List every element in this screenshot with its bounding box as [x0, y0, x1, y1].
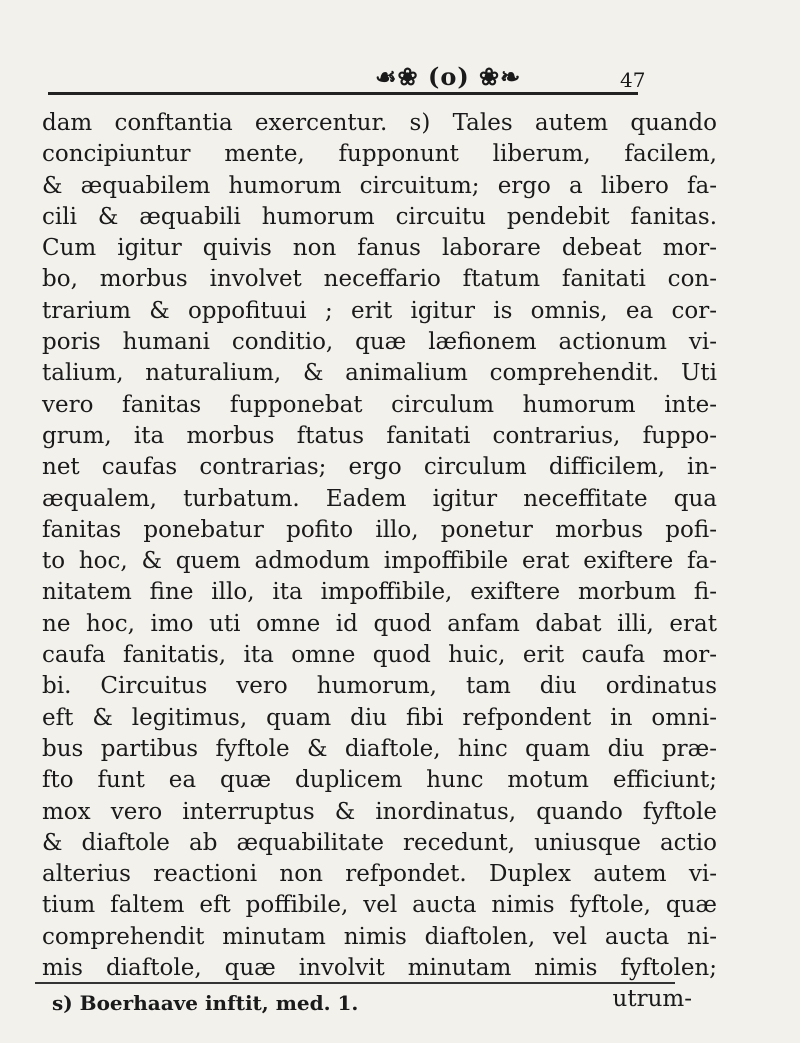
text-line: nitatem fine illo, ita impoffibile, exiftere morbum fi-: [42, 579, 717, 606]
text-line: bus partibus fyftole & diaftole, hinc quam diu præ-: [42, 735, 717, 762]
text-line: mis diaftole, quæ involvit minutam nimis fyftolen;: [42, 955, 717, 982]
text-line: ne hoc, imo uti omne id quod anfam dabat illi, erat: [42, 610, 717, 637]
text-line: æqualem, turbatum. Eadem igitur neceffitate qua: [42, 485, 717, 512]
text-line: to hoc, & quem admodum impoffibile erat exiftere fa-: [42, 548, 717, 575]
text-line: tium faltem eft poffibile, vel aucta nimis fyftole, quæ: [42, 892, 717, 919]
footnote: s) Boerhaave inftit, med. 1.: [52, 991, 359, 1015]
text-line: poris humani conditio, quæ læfionem actionum vi-: [42, 329, 717, 356]
text-line: alterius reactioni non refpondet. Duplex autem vi-: [42, 861, 717, 888]
text-line: & diaftole ab æquabilitate recedunt, uniusque actio: [42, 829, 717, 856]
text-line: fto funt ea quæ duplicem hunc motum efficiunt;: [42, 767, 717, 794]
running-header: [40, 62, 646, 92]
text-line: & æquabilem humorum circuitum; ergo a libero fa-: [42, 172, 717, 199]
header-rule: [48, 92, 638, 95]
text-line: concipiuntur mente, fupponunt liberum, facilem,: [42, 141, 717, 168]
text-line: mox vero interruptus & inordinatus, quando fyftole: [42, 798, 717, 825]
text-line: bo, morbus involvet neceffario ftatum fanitati con-: [42, 266, 717, 293]
text-line: comprehendit minutam nimis diaftolen, vel aucta ni-: [42, 923, 717, 950]
text-line: net caufas contrarias; ergo circulum difficilem, in-: [42, 454, 717, 481]
text-line: trarium & oppofituui ; erit igitur is omnis, ea cor-: [42, 297, 717, 324]
text-line: grum, ita morbus ftatus fanitati contrarius, fuppo-: [42, 422, 717, 449]
page-number: 47: [620, 68, 646, 92]
text-line: vero fanitas fupponebat circulum humorum inte-: [42, 391, 717, 418]
text-line: Cum igitur quivis non fanus laborare debeat mor-: [42, 235, 717, 262]
text-line: dam conftantia exercentur. s) Tales autem quando: [42, 110, 717, 136]
text-line: talium, naturalium, & animalium comprehendit. Uti: [42, 360, 717, 387]
text-line: bi. Circuitus vero humorum, tam diu ordinatus: [42, 673, 717, 700]
text-line: utrum-: [612, 986, 692, 1013]
footnote-rule: [35, 982, 675, 984]
text-line: caufa fanitatis, ita omne quod huic, erit caufa mor-: [42, 642, 717, 669]
text-line: cili & æquabili humorum circuitu pendebit fanitas.: [42, 203, 717, 230]
text-line: eft & legitimus, quam diu fibi refpondent in omni-: [42, 704, 717, 731]
header-ornament: ☙❀ (o) ❀❧: [375, 62, 522, 91]
text-line: fanitas ponebatur pofito illo, ponetur morbus pofi-: [42, 516, 717, 543]
body-text: [42, 108, 742, 1016]
